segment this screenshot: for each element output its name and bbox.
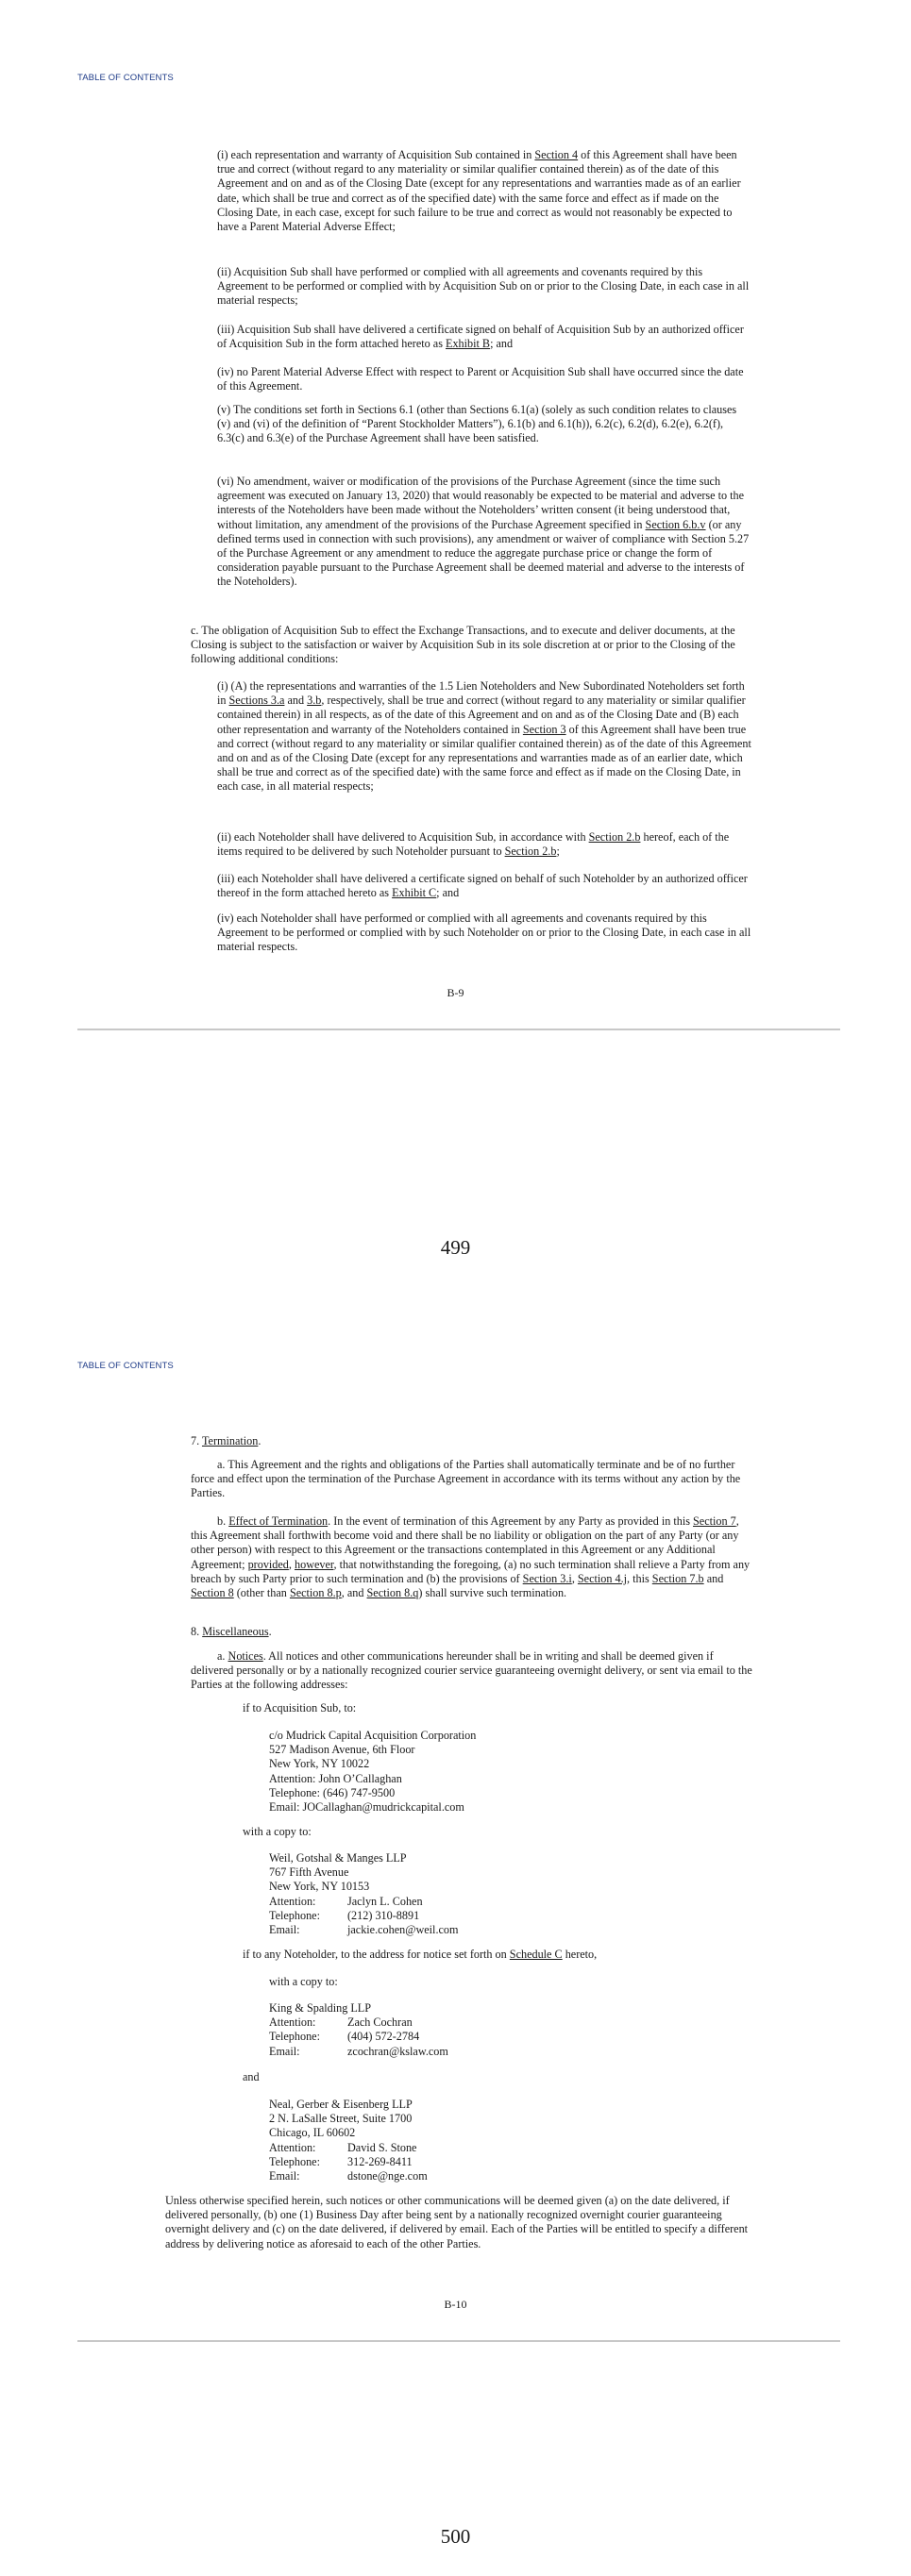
section-2b-link[interactable]: Section 2.b — [588, 830, 641, 844]
acq-email: Email: JOCallaghan@mudrickcapital.com — [269, 1800, 464, 1815]
weil-address: Weil, Gotshal & Manges LLP 767 Fifth Avenue New York, NY 10153 Attention: Jaclyn L. Cohen Telephone: (212) 310-8891 Email: jackie.cohen@weil.com — [269, 1851, 459, 1937]
section-7a: a. This Agreement and the rights and obligations of the Parties shall automatically terminate and be of no further force and effect upon the termination of the Purchase Agreement in accordance with its terms without any action by the Parties. — [191, 1458, 741, 1500]
closing-paragraph: Unless otherwise specified herein, such notices or other communications will be deemed given (a) on the date delivered, if delivered personally, (b) one (1) Business Day after being sent by a nationally recognized overnight courier guaranteeing overnight delivery and (c) on the date delivered, if delivered by email. Each of the Parties will be entitled to specify a different address by delivering notice as aforesaid to each of the other Parties. — [165, 2194, 749, 2250]
section-4j-link[interactable]: Section 4.j — [577, 1571, 628, 1585]
section-7b-link[interactable]: Section 7.b — [651, 1571, 704, 1585]
section-6bv-link[interactable]: Section 6.b.v — [645, 517, 706, 531]
king-spalding-address: King & Spalding LLP Attention: Zach Cochran Telephone: (404) 572-2784 Email: zcochran@kslaw.com — [269, 2001, 448, 2058]
exhibit-c-link[interactable]: Exhibit C — [392, 886, 437, 900]
if-to-acquisition-sub: if to Acquisition Sub, to: — [243, 1701, 357, 1715]
section-2b-link-2[interactable]: Section 2.b — [504, 845, 557, 859]
page-footer-label: B-9 — [447, 986, 464, 999]
section-7-link[interactable]: Section 7 — [693, 1514, 736, 1528]
section-8q-link[interactable]: Section 8.q — [366, 1586, 419, 1600]
section-7b: b. Effect of Termination. In the event of termination of this Agreement by any Party as provided in this Section 7, this Agreement shall forthwith become void and there shall be no liability or obligation on the part of any Party (or any other person) with respect to this Agreement or the transactions contemplated in this Agreement or any Additional Agreement; provided, however, that notwithstanding the foregoing, (a) no such termination shall relieve a Party from any breach by such Party prior to such termination and (b) the provisions of Section 3.i, Section 4.j, this Section 7.b and Section 8 (other than Section 8.p, and Section 8.q) shall survive such termination. — [191, 1514, 751, 1600]
section-3-link[interactable]: Section 3 — [522, 722, 566, 736]
page-number: 500 — [440, 2525, 471, 2548]
page-footer-label: B-10 — [444, 2298, 467, 2311]
page-divider — [77, 2340, 840, 2342]
page-divider — [77, 1029, 840, 1030]
section-3a-link[interactable]: Sections 3.a — [228, 694, 285, 708]
and-label: and — [243, 2070, 260, 2083]
section-8-heading: 8. Miscellaneous. — [191, 1625, 272, 1638]
exhibit-b-link[interactable]: Exhibit B — [446, 337, 491, 351]
condition-c-iv: (iv) each Noteholder shall have performed or complied with all agreements and covenants required by this Agreement to be performed or complied with by such Noteholder on or prior to the Closing Date, in each case in all material respects. — [217, 912, 751, 954]
with-a-copy-to-2: with a copy to: — [269, 1975, 338, 1988]
condition-i: (i) each representation and warranty of Acquisition Sub contained in Section 4 of this Agreement shall have been true and correct (without regard to any materiality or similar qualifier contained therein) as of the date of this Agreement and on and as of the Closing Date (except for any representations and warranties made as of an earlier date, which shall be true and correct as of the specified date) with the same force and effect as if made on the Closing Date, in each case, except for such failure to be true and correct as would not reasonably be expected to have a Parent Material Adverse Effect; — [217, 148, 741, 234]
condition-v: (v) The conditions set forth in Sections 6.1 (other than Sections 6.1(a) (solely as such condition relates to clauses (v) and (vi) of the definition of “Parent Stockholder Matters”), 6.1(b) and 6.1(h)), 6.2(c), 6.2(d), 6.2(e), 6.2(f), 6.3(c) and 6.3(e) of the Purchase Agreement shall have been satisfied. — [217, 403, 737, 445]
section-8-link[interactable]: Section 8 — [191, 1586, 234, 1600]
condition-c-ii: (ii) each Noteholder shall have delivered to Acquisition Sub, in accordance with Section 2.b hereof, each of the items required to be delivered by such Noteholder pursuant to Section 2.b; — [217, 830, 730, 859]
condition-c-i: (i) (A) the representations and warranties of the 1.5 Lien Noteholders and New Subordinated Noteholders set forth in Sections 3.a and 3.b, respectively, shall be true and correct (without regard to any materiality or similar qualifier contained therein) in all respects, as of the date of this Agreement and on and as of the Closing Date and (B) each other representation and warranty of the Noteholders contained in Section 3 of this Agreement shall have been true and correct (without regard to any materiality or similar qualifier contained therein) as of the date of this Agreement and on and as of the Closing Date (except for any representations and warranties made as of an earlier date, which shall be true and correct as of the specified date) with the same force and effect as if made on the Closing Date, in each case, in all material respects; — [217, 679, 751, 794]
condition-ii: (ii) Acquisition Sub shall have performed or complied with all agreements and covenants required by this Agreement to be performed or complied with by Acquisition Sub on or prior to the Closing Date, in each case in all material respects; — [217, 265, 750, 308]
section-3b-link[interactable]: 3.b — [307, 694, 322, 708]
condition-iii: (iii) Acquisition Sub shall have delivered a certificate signed on behalf of Acquisition Sub by an authorized officer of Acquisition Sub in the form attached hereto as Exhibit B; and — [217, 323, 744, 351]
neal-gerber-address: Neal, Gerber & Eisenberg LLP 2 N. LaSalle Street, Suite 1700 Chicago, IL 60602 Attention: David S. Stone Telephone: 312-269-8411 Email: dstone@nge.com — [269, 2098, 428, 2183]
condition-vi: (vi) No amendment, waiver or modification of the provisions of the Purchase Agreement (since the time such agreement was executed on January 13, 2020) that would reasonably be expected to be material and adverse to the interests of the Noteholders have been made without the Noteholders’ written consent (it being understood that, without limitation, any amendment of the provisions of the Purchase Agreement specified in Section 6.b.v (or any defined terms used in connection with such provisions), any amendment or waiver of compliance with Section 5.27 of the Purchase Agreement or any amendment to reduce the aggregate purchase price or change the form of consideration payable pursuant to the Purchase Agreement shall be deemed material and adverse to the interests of the Noteholders). — [217, 475, 750, 589]
acquisition-sub-address: c/o Mudrick Capital Acquisition Corporation 527 Madison Avenue, 6th Floor New York, NY 10022 Attention: John O’Callaghan Telephone: (646) 747-9500 Email: JOCallaghan@mudrickcapital.com — [269, 1729, 722, 1815]
section-3i-link[interactable]: Section 3.i — [522, 1571, 572, 1585]
section-4-link[interactable]: Section 4 — [534, 148, 579, 161]
condition-iv: (iv) no Parent Material Adverse Effect with respect to Parent or Acquisition Sub shall have occurred since the date of this Agreement. — [217, 365, 744, 393]
table-of-contents-link[interactable]: TABLE OF CONTENTS — [77, 1361, 174, 1371]
if-to-noteholder: if to any Noteholder, to the address for notice set forth on Schedule C hereto, — [243, 1948, 598, 1961]
condition-c-iii: (iii) each Noteholder shall have delivered a certificate signed on behalf of such Noteholder by an authorized officer thereof in the form attached hereto as Exhibit C; and — [217, 872, 748, 900]
page-number: 499 — [440, 1236, 471, 1259]
section-8p-link[interactable]: Section 8.p — [289, 1586, 342, 1600]
section-7-heading: 7. Termination. — [191, 1434, 261, 1447]
schedule-c-link[interactable]: Schedule C — [509, 1948, 563, 1961]
with-a-copy-to: with a copy to: — [243, 1825, 312, 1838]
section-8a-notices: a. Notices. All notices and other communications hereunder shall be in writing and shall be deemed given if delivered personally or by a nationally recognized courier service guaranteeing overnight delivery, or sent via email to the Parties at the following addresses: — [191, 1649, 752, 1692]
table-of-contents-link[interactable]: TABLE OF CONTENTS — [77, 73, 174, 83]
paragraph-c: c. The obligation of Acquisition Sub to effect the Exchange Transactions, and to execute and deliver documents, at the Closing is subject to the satisfaction or waiver by Acquisition Sub in its sole discretion at or prior to the Closing of the following additional conditions: — [191, 624, 735, 666]
